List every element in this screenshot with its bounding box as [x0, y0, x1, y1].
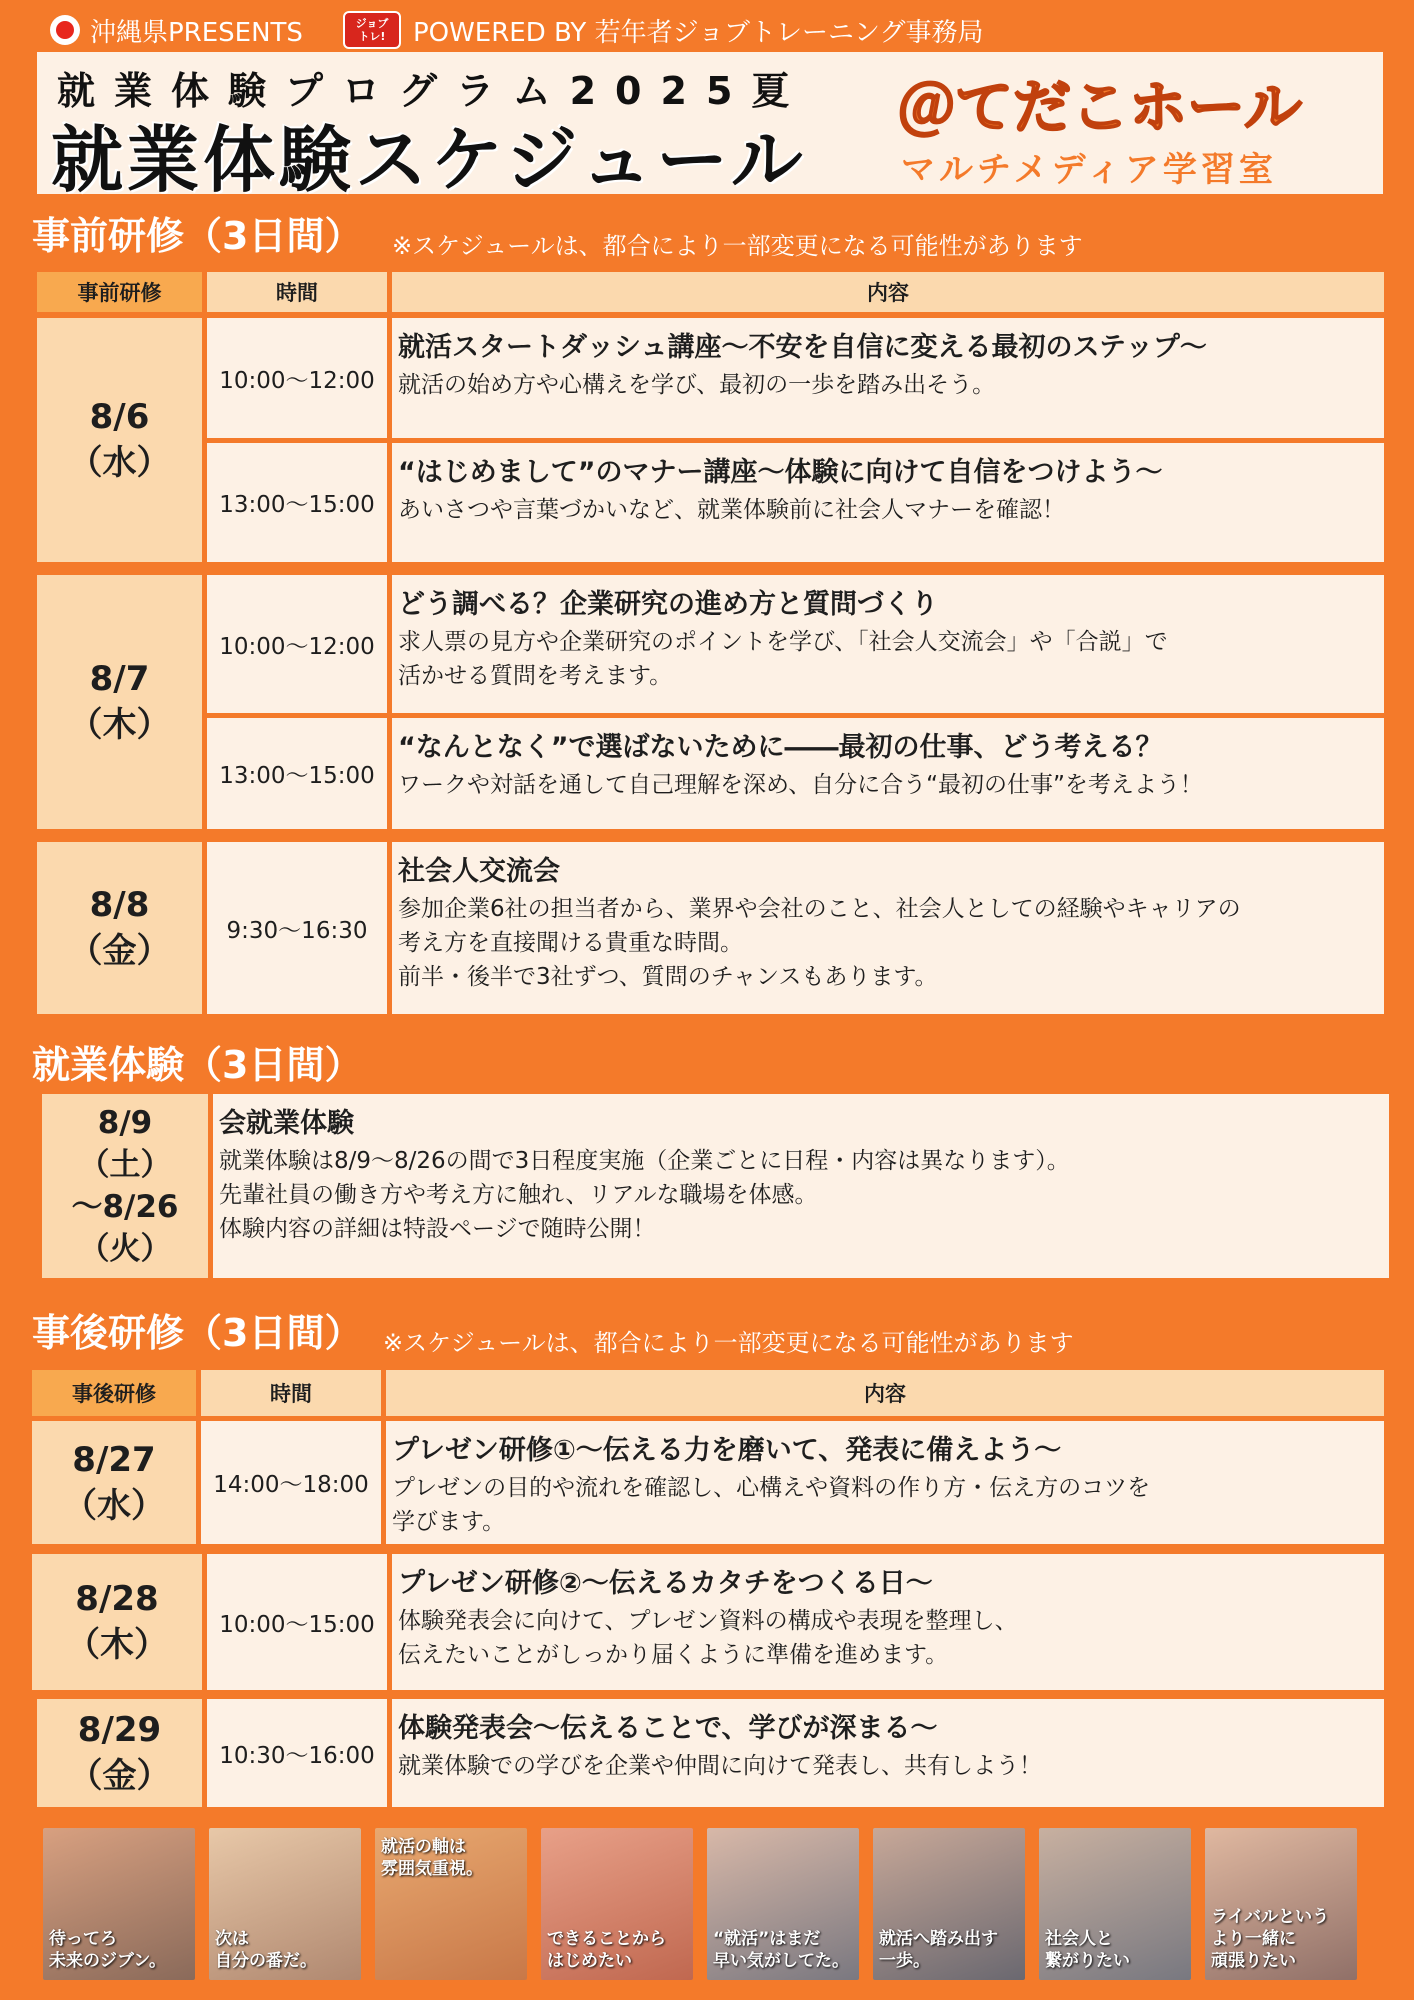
- date-cell: [32, 1421, 196, 1544]
- date-cell: [37, 575, 202, 829]
- date-cell: [37, 318, 202, 562]
- photo-caption: ライバルという より一緒に 頑張りたい: [1211, 1907, 1330, 1971]
- jobtore-logo-icon: [343, 11, 401, 49]
- jobtore-logo-line2: トレ!: [358, 30, 386, 43]
- session-content: [392, 842, 1384, 1014]
- header-banner: [37, 52, 1383, 202]
- photo-card: [43, 1828, 195, 1980]
- session-content: [386, 1421, 1384, 1544]
- program-name: 就業体験プログラム2025夏: [57, 69, 809, 113]
- session-content: [392, 718, 1384, 829]
- photo-caption: “就活”はまだ 早い気がしてた。: [713, 1929, 849, 1971]
- pre-col-content: 内容: [392, 272, 1384, 312]
- post-training-heading: 事後研修（3日間）: [32, 1311, 363, 1355]
- date-cell: [37, 1699, 202, 1807]
- pre-col-time: 時間: [207, 272, 387, 312]
- photo-caption: 待ってろ 未来のジブン。: [49, 1929, 166, 1971]
- post-col-date: 事後研修: [32, 1370, 196, 1416]
- photo-caption: 次は 自分の番だ。: [215, 1929, 317, 1971]
- session-title: 就活スタートダッシュ講座〜不安を自信に変える最初のステップ〜: [398, 332, 1207, 363]
- top-bar: [50, 8, 1380, 52]
- time-cell: 13:00〜15:00: [207, 443, 387, 562]
- time-cell: 10:00〜15:00: [207, 1554, 387, 1690]
- time-cell: 9:30〜16:30: [207, 842, 387, 1014]
- session-content: [392, 575, 1384, 713]
- work-experience-heading: 就業体験（3日間）: [32, 1043, 363, 1087]
- session-title: “はじめまして”のマナー講座〜体験に向けて自信をつけよう〜: [398, 457, 1163, 488]
- session-title: 社会人交流会: [398, 856, 560, 887]
- date-text: 8/6: [89, 397, 150, 437]
- photo-card: [541, 1828, 693, 1980]
- session-content: [392, 1554, 1384, 1690]
- jobtore-logo-line1: ジョブ: [355, 17, 389, 30]
- page-title: 就業体験スケジュール: [51, 118, 807, 202]
- weekday-text: （金）: [68, 1756, 171, 1796]
- weekday-text: （木）: [66, 1625, 168, 1665]
- pre-training-note: ※スケジュールは、都合により一部変更になる可能性があります: [392, 232, 1083, 260]
- date-end: 〜8/26: [71, 1189, 179, 1225]
- session-content: [392, 443, 1384, 562]
- okinawa-logo-icon: [50, 15, 80, 45]
- powered-group: [343, 11, 984, 49]
- date-text: 8/27: [72, 1439, 156, 1480]
- session-desc: あいさつや言葉づかいなど、就業体験前に社会人マナーを確認！: [398, 497, 1065, 523]
- weekday-start: （土）: [78, 1147, 172, 1183]
- time-cell: 14:00〜18:00: [201, 1421, 381, 1544]
- session-title: どう調べる？企業研究の進め方と質問づくり: [398, 589, 938, 620]
- powered-text: POWERED BY 若年者ジョブトレーニング事務局: [412, 17, 984, 48]
- pre-training-heading: 事前研修（3日間）: [32, 214, 363, 258]
- presents-group: [50, 12, 303, 49]
- photo-strip: [43, 1828, 1373, 1980]
- session-desc: 就業体験は8/9〜8/26の間で3日程度実施（企業ごとに日程・内容は異なります）。 先輩社員の働き方や考え方に触れ、リアルな職場を体感。 体験内容の詳細は特設ページで随時公開！: [219, 1148, 1070, 1242]
- photo-card: [707, 1828, 859, 1980]
- photo-card: [375, 1828, 527, 1980]
- session-desc: 就活の始め方や心構えを学び、最初の一歩を踏み出そう。: [398, 372, 996, 398]
- date-cell: [37, 842, 202, 1014]
- weekday-text: （水）: [63, 1485, 165, 1526]
- date-start: 8/9: [97, 1105, 153, 1141]
- date-text: 8/8: [89, 885, 150, 925]
- session-desc: 体験発表会に向けて、プレゼン資料の構成や表現を整理し、 伝えたいことがしっかり届くように準備を進めます。: [398, 1608, 1018, 1668]
- session-content: [392, 318, 1384, 438]
- session-title: 体験発表会〜伝えることで、学びが深まる〜: [398, 1713, 938, 1744]
- date-text: 8/28: [75, 1579, 159, 1619]
- photo-card: [1205, 1828, 1357, 1980]
- photo-card: [209, 1828, 361, 1980]
- session-desc: プレゼンの目的や流れを確認し、心構えや資料の作り方・伝え方のコツを 学びます。: [392, 1475, 1151, 1535]
- photo-caption: 社会人と 繋がりたい: [1045, 1929, 1130, 1971]
- date-text: 8/7: [89, 659, 150, 699]
- session-title: 会就業体験: [219, 1108, 354, 1139]
- time-cell: 10:30〜16:00: [207, 1699, 387, 1807]
- time-cell: 13:00〜15:00: [207, 718, 387, 829]
- session-content: [392, 1699, 1384, 1807]
- presents-text: 沖縄県PRESENTS: [90, 17, 303, 48]
- weekday-text: （水）: [68, 443, 171, 483]
- date-text: 8/29: [77, 1710, 162, 1750]
- session-title: プレゼン研修①〜伝える力を磨いて、発表に備えよう〜: [392, 1435, 1062, 1466]
- weekday-text: （金）: [68, 931, 171, 971]
- room-name: マルチメディア学習室: [901, 150, 1277, 190]
- venue-name: ＠てだこホール: [897, 73, 1302, 141]
- post-col-time: 時間: [201, 1370, 381, 1416]
- session-title: プレゼン研修②〜伝えるカタチをつくる日〜: [398, 1568, 933, 1599]
- date-cell: [42, 1094, 208, 1278]
- photo-caption: 就活へ踏み出す 一歩。: [879, 1929, 998, 1971]
- photo-card: [873, 1828, 1025, 1980]
- session-content: [213, 1094, 1389, 1278]
- time-cell: 10:00〜12:00: [207, 318, 387, 438]
- time-cell: 10:00〜12:00: [207, 575, 387, 713]
- photo-card: [1039, 1828, 1191, 1980]
- session-desc: 就業体験での学びを企業や仲間に向けて発表し、共有しよう！: [398, 1753, 1042, 1779]
- session-desc: ワークや対話を通して自己理解を深め、自分に合う“最初の仕事”を考えよう！: [398, 772, 1203, 798]
- session-desc: 求人票の見方や企業研究のポイントを学び、「社会人交流会」や「合説」で 活かせる質問を考えます。: [398, 629, 1168, 689]
- pre-col-date: 事前研修: [37, 272, 202, 312]
- date-cell: [32, 1554, 202, 1690]
- weekday-end: （火）: [78, 1231, 172, 1267]
- weekday-text: （木）: [68, 705, 171, 745]
- post-col-content: 内容: [386, 1370, 1384, 1416]
- post-training-note: ※スケジュールは、都合により一部変更になる可能性があります: [383, 1329, 1074, 1357]
- photo-caption: できることから はじめたい: [547, 1929, 666, 1971]
- photo-caption: 就活の軸は 雰囲気重視。: [381, 1837, 483, 1879]
- session-desc: 参加企業6社の担当者から、業界や会社のこと、社会人としての経験やキャリアの 考え方を直接聞ける貴重な時間。 前半・後半で3社ずつ、質問のチャンスもあります。: [398, 896, 1241, 990]
- session-title: “なんとなく”で選ばないために――最初の仕事、どう考える？: [398, 732, 1163, 763]
